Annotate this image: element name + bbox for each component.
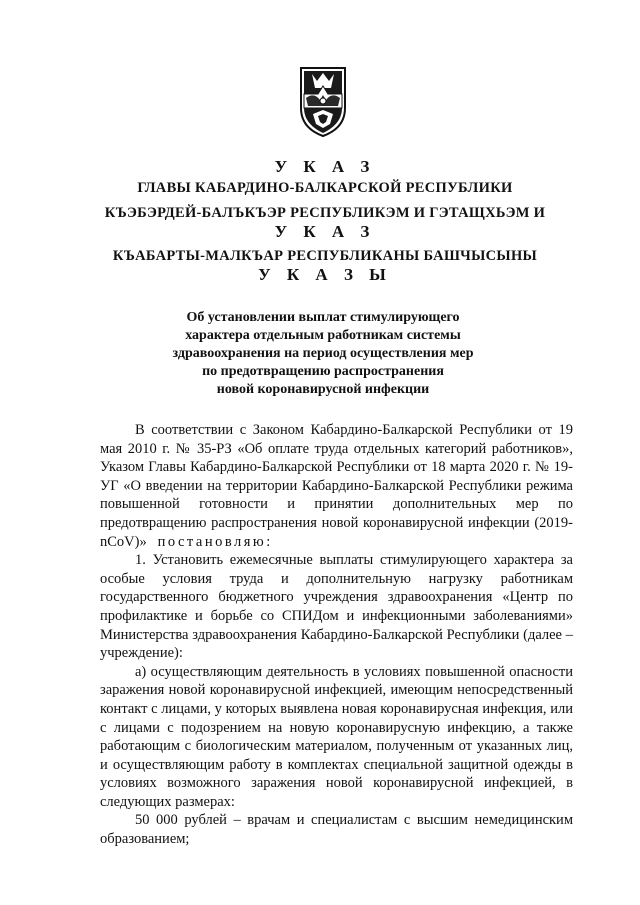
decree-body bbox=[100, 421, 573, 849]
decree-subject-title bbox=[140, 309, 506, 399]
title-line: здравоохранения на период осуществления мер bbox=[172, 346, 474, 361]
clause-1a-paragraph: а) осуществляющим деятельность в условиях повышенной опасности заражения новой коронавирусной инфекцией, имеющим непосредственный контакт с лицами, у которых выявлена новая коронавирусная инфекция, или с лицами с подозрением на новую коронавирусную инфекцию, а также работающим с биологическим материалом, полученным от указанных лиц, и осуществляющим работу в комплектах специальной защитной одежды в условиях возможного заражения новой коронавирусной инфекцией, в следующих размерах: bbox=[100, 663, 573, 810]
preamble-text: В соответствии с Законом Кабардино-Балкарской Республики от 19 мая 2010 г. № 35-РЗ «Об оплате труда отдельных категорий работников», Указом Главы Кабардино-Балкарской Республики от 18 марта 2020 г. № 19-УГ «О введении на территории Кабардино-Балкарской Республики режима повышенной готовности и принятии дополнительных мер по предотвращению распространения новой коронавирусной инфекции (2019-nCoV)» bbox=[100, 422, 573, 550]
coat-of-arms-emblem bbox=[298, 64, 348, 138]
payment-amount-paragraph: 50 000 рублей – врачам и специалистам с высшим немедицинским образованием; bbox=[100, 812, 573, 848]
title-line: характера отдельным работникам системы bbox=[185, 328, 461, 343]
title-line: новой коронавирусной инфекции bbox=[216, 382, 430, 397]
decree-title-balkar: У К А З Ы bbox=[258, 265, 392, 284]
title-line: по предотвращению распространения bbox=[202, 364, 444, 379]
decree-title-kabardian: У К А З bbox=[274, 222, 376, 241]
title-line: Об установлении выплат стимулирующего bbox=[186, 310, 460, 325]
clause-1-paragraph: 1. Установить ежемесячные выплаты стимулирующего характера за особые условия труда и дополнительную нагрузку работникам государственного бюджетного учреждения здравоохранения «Центр по профилактике и борьбе со СПИДом и инфекционными заболеваниями» Министерства здравоохранения Кабардино-Балкарской Республики (далее – учреждение): bbox=[100, 552, 573, 662]
issuer-line-russian: ГЛАВЫ КАБАРДИНО-БАЛКАРСКОЙ РЕСПУБЛИКИ bbox=[137, 180, 513, 196]
issuer-line-balkar: КЪАБАРТЫ-МАЛКЪАР РЕСПУБЛИКАНЫ БАШЧЫСЫНЫ bbox=[112, 248, 538, 264]
postanovlyayu-word: постановляю: bbox=[157, 533, 273, 550]
preamble-paragraph bbox=[100, 421, 573, 551]
decree-title-russian: У К А З bbox=[274, 157, 376, 176]
issuer-line-kabardian: КЪЭБЭРДЕЙ-БАЛЪКЪЭР РЕСПУБЛИКЭМ И ГЭТАЩХЬЭМ И bbox=[104, 205, 546, 221]
